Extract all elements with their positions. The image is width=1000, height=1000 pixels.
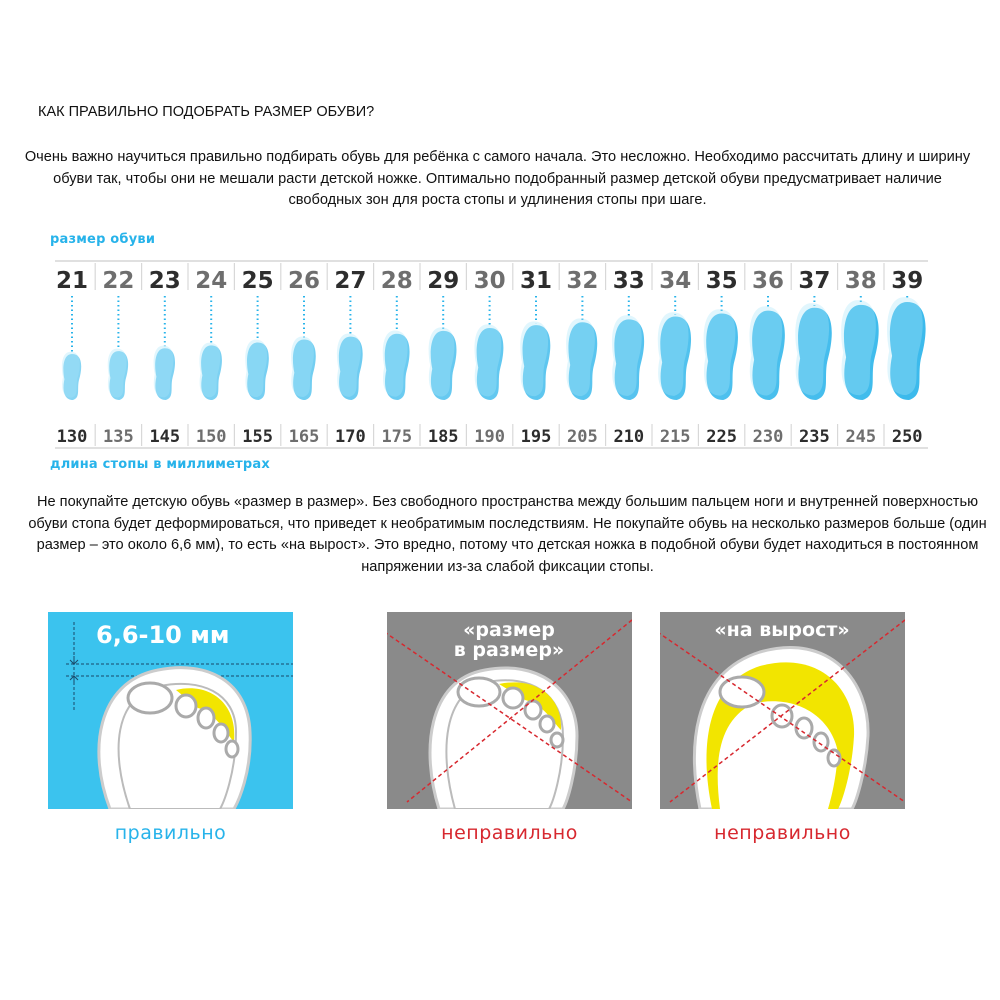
- gap-size-label: 6,6-10 мм: [96, 621, 230, 649]
- foot-highlight: [199, 343, 220, 398]
- shoe-size-value: 23: [148, 268, 181, 294]
- foot-highlight: [887, 297, 923, 395]
- foot-length-value: 130: [56, 427, 88, 447]
- foot-highlight: [658, 312, 689, 396]
- foot-silhouette: [385, 334, 410, 400]
- page-title: КАК ПРАВИЛЬНО ПОДОБРАТЬ РАЗМЕР ОБУВИ?: [38, 104, 375, 120]
- foot-length-value: 195: [520, 427, 552, 447]
- correct-fit-illustration: [48, 612, 293, 809]
- shoe-size-value: 37: [798, 268, 831, 294]
- shoe-size-value: 29: [427, 268, 460, 294]
- foot-length-value: 230: [752, 427, 784, 447]
- foot-silhouette: [706, 314, 738, 400]
- foot-highlight: [154, 346, 174, 398]
- shoe-size-value: 32: [566, 268, 599, 294]
- foot-silhouette: [109, 351, 128, 400]
- shoe-size-value: 34: [659, 268, 692, 294]
- foot-silhouette: [523, 325, 551, 400]
- foot-highlight: [108, 349, 127, 398]
- shoe-size-value: 25: [241, 268, 274, 294]
- foot-silhouette: [247, 342, 269, 400]
- foot-silhouette: [660, 316, 691, 400]
- foot-highlight: [566, 318, 595, 396]
- foot-length-value: 165: [288, 427, 320, 447]
- shoe-size-value: 33: [612, 268, 645, 294]
- foot-silhouette: [844, 305, 879, 400]
- shoe-size-value: 39: [891, 268, 924, 294]
- exact-size-caption: неправильно: [441, 822, 578, 844]
- exact-size-label-line1: «размер: [463, 619, 555, 641]
- oversize-label: «на вырост»: [714, 619, 850, 641]
- shoe-size-value: 35: [705, 268, 738, 294]
- foot-silhouette: [339, 337, 363, 400]
- shoe-size-value: 27: [334, 268, 367, 294]
- foot-silhouette: [63, 354, 81, 400]
- foot-highlight: [749, 306, 782, 395]
- foot-silhouette: [568, 322, 597, 400]
- foot-length-value: 245: [845, 427, 877, 447]
- foot-length-label: длина стопы в миллиметрах: [50, 457, 270, 472]
- foot-silhouette: [614, 319, 644, 400]
- foot-highlight: [245, 340, 267, 398]
- foot-highlight: [429, 327, 455, 396]
- foot-length-value: 225: [706, 427, 737, 447]
- shoe-size-value: 38: [844, 268, 877, 294]
- shoe-size-value: 30: [473, 268, 506, 294]
- foot-highlight: [291, 337, 314, 397]
- warning-paragraph: Не покупайте детскую обувь «размер в размер». Без свободного пространства между большим пальцем ноги и внутренней поверхностью обуви стопа будет деформироваться, что приведет к необратимым последствиям. Не покупайте обувь на несколько размеров больше (один размер – это около 6,6 мм), то есть «на вырост». Это вредно, потому что детская ножка в подобной обуви будет находиться в постоянном напряжении из-за слабой фиксации стопы.: [28, 494, 987, 575]
- foot-highlight: [474, 324, 501, 396]
- oversize-illustration: [660, 612, 905, 809]
- shoe-size-value: 36: [751, 268, 785, 294]
- intro-paragraph: Очень важно научиться правильно подбирать обувь для ребёнка с самого начала. Это несложно. Необходимо рассчитать длину и ширину обуви так, чтобы они не мешали расти детской ножке. Оптимально подобранный размер детской обуви предусматривает наличие свободных зон для роста стопы и удлинения стопы при шаге.: [24, 149, 971, 208]
- foot-length-value: 145: [149, 427, 181, 447]
- foot-length-value: 175: [381, 427, 413, 447]
- shoe-size-value: 24: [195, 268, 228, 294]
- foot-length-value: 185: [427, 427, 459, 447]
- correct-caption: правильно: [114, 822, 227, 844]
- foot-silhouette: [431, 331, 457, 400]
- foot-silhouette: [752, 311, 785, 400]
- foot-length-value: 250: [891, 427, 923, 447]
- foot-length-value: 235: [799, 427, 830, 447]
- foot-silhouette: [890, 302, 926, 400]
- exact-size-label-line2: в размер»: [453, 639, 565, 661]
- shoe-size-value: 21: [55, 268, 89, 294]
- foot-highlight: [612, 315, 642, 396]
- foot-silhouette: [477, 328, 504, 400]
- foot-silhouette: [798, 308, 832, 400]
- exact-size-illustration: [387, 612, 632, 809]
- foot-highlight: [795, 303, 829, 395]
- foot-length-value: 170: [335, 427, 366, 447]
- shoe-size-value: 26: [287, 268, 321, 294]
- foot-silhouette: [155, 348, 175, 400]
- foot-length-value: 215: [659, 427, 691, 447]
- foot-length-value: 210: [613, 427, 645, 447]
- foot-highlight: [841, 300, 876, 395]
- foot-silhouette: [293, 340, 316, 400]
- foot-length-value: 135: [103, 427, 134, 447]
- shoe-size-value: 22: [102, 268, 135, 294]
- foot-length-value: 205: [567, 427, 598, 447]
- foot-highlight: [383, 330, 408, 396]
- foot-length-value: 190: [474, 427, 505, 447]
- foot-highlight: [62, 352, 80, 398]
- foot-length-value: 155: [242, 427, 273, 447]
- foot-highlight: [337, 334, 361, 397]
- foot-highlight: [520, 321, 548, 396]
- foot-length-value: 150: [195, 427, 227, 447]
- shoe-size-value: 28: [380, 268, 413, 294]
- oversize-caption: неправильно: [714, 822, 851, 844]
- foot-highlight: [704, 309, 736, 395]
- foot-silhouette: [201, 345, 222, 400]
- shoe-size-value: 31: [519, 268, 553, 294]
- shoe-size-label: размер обуви: [50, 232, 156, 247]
